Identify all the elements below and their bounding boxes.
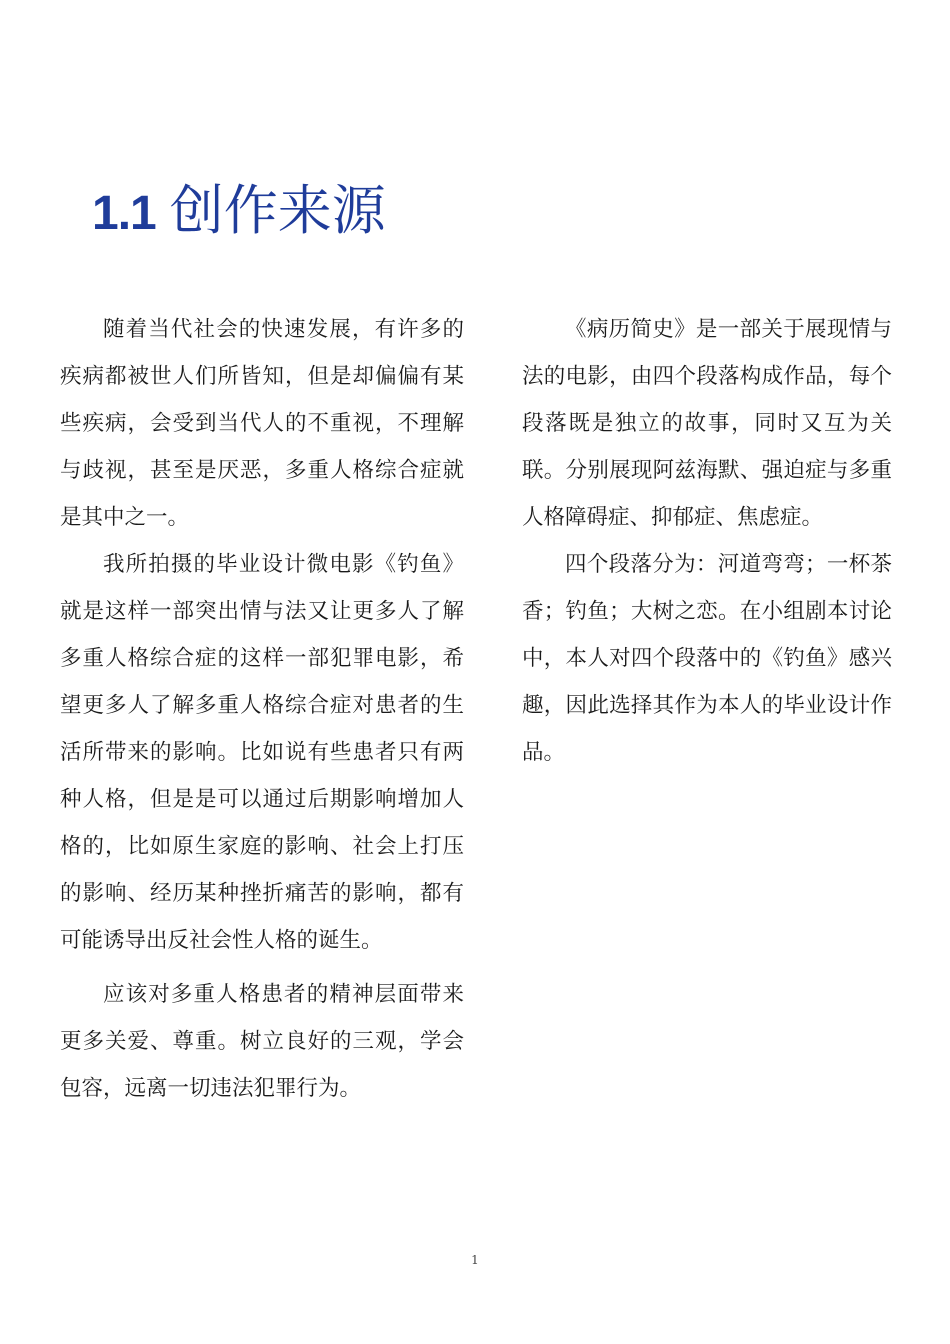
page-number: 1: [471, 1253, 479, 1267]
paragraph: 四个段落分为：河道弯弯；一杯茶香；钓鱼；大树之恋。在小组剧本讨论中，本人对四个段落中的《钓鱼》感兴趣，因此选择其作为本人的毕业设计作品。: [522, 552, 892, 765]
paragraph: 《病历简史》是一部关于展现情与法的电影，由四个段落构成作品，每个段落既是独立的故事，同时又互为关联。分别展现阿兹海默、强迫症与多重人格障碍症、抑郁症、焦虑症。: [522, 317, 892, 530]
paragraph: 应该对多重人格患者的精神层面带来更多关爱、尊重。树立良好的三观，学会包容，远离一切违法犯罪行为。: [60, 982, 464, 1101]
section-title: 创作来源: [169, 179, 386, 242]
paragraph: 随着当代社会的快速发展，有许多的疾病都被世人们所皆知，但是却偏偏有某些疾病，会受到当代人的不重视，不理解与歧视，甚至是厌恶，多重人格综合症就是其中之一。: [60, 317, 464, 530]
left-column: [60, 306, 464, 1112]
section-number: 1.1: [92, 187, 156, 240]
section-heading: [92, 178, 386, 247]
right-column: [522, 306, 892, 776]
paragraph: 我所拍摄的毕业设计微电影《钓鱼》就是这样一部突出情与法又让更多人了解多重人格综合症的这样一部犯罪电影，希望更多人了解多重人格综合症对患者的生活所带来的影响。比如说有些患者只有两种人格，但是是可以通过后期影响增加人格的，比如原生家庭的影响、社会上打压的影响、经历某种挫折痛苦的影响，都有可能诱导出反社会性人格的诞生。: [60, 552, 464, 953]
